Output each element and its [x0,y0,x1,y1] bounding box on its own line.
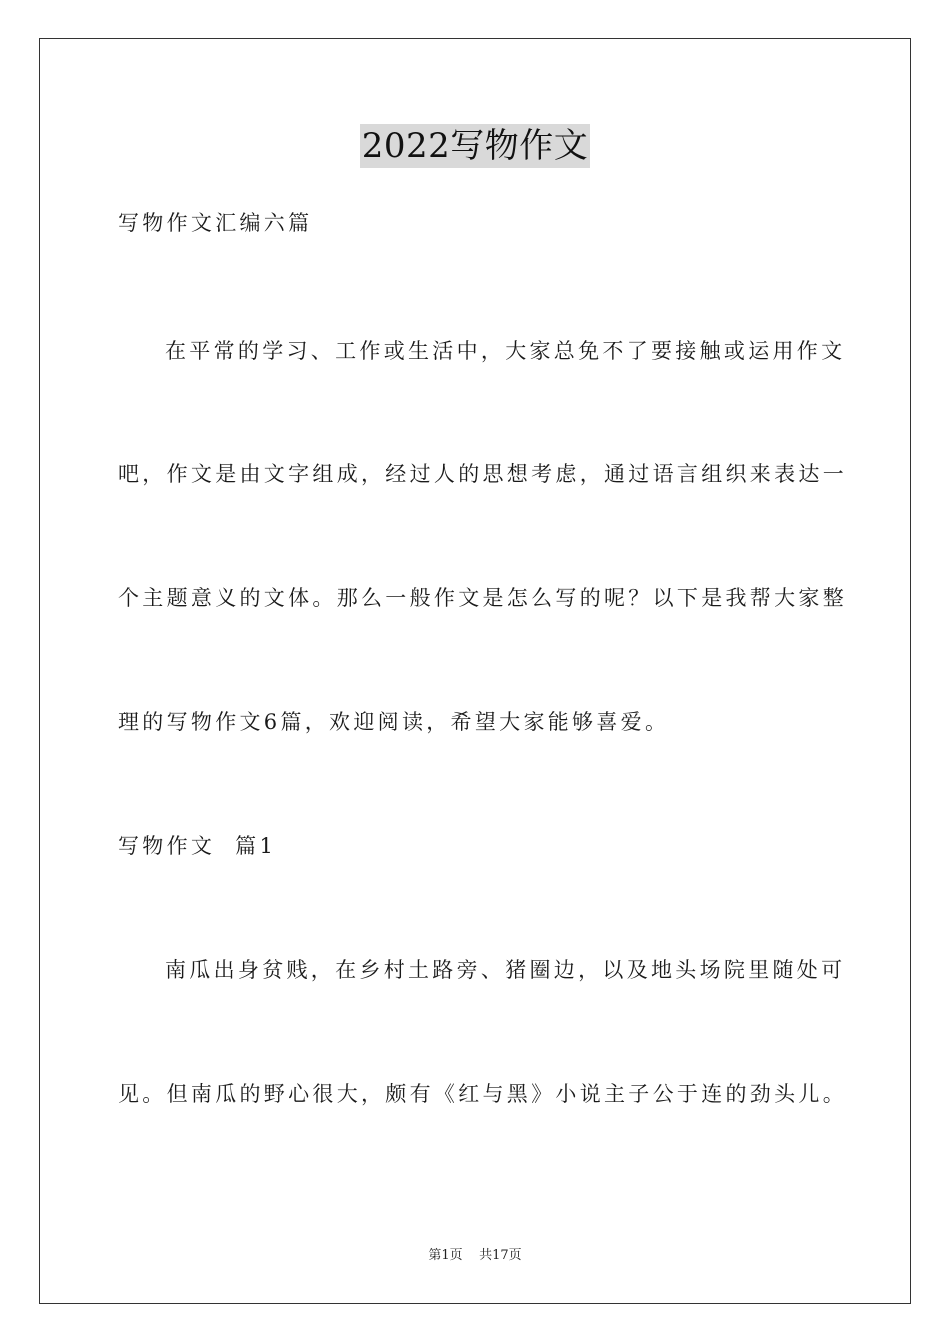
page-footer [0,1247,950,1265]
title-container [0,124,950,168]
paragraph-line: 吧，作文是由文字组成，经过人的思想考虑，通过语言组织来表达一 [118,462,847,486]
section-heading: 写物作文 篇1 [118,834,277,858]
paragraph-line: 理的写物作文6篇，欢迎阅读，希望大家能够喜爱。 [118,710,670,734]
paragraph-line: 在平常的学习、工作或生活中，大家总免不了要接触或运用作文 [165,339,846,363]
paragraph-line: 个主题意义的文体。那么一般作文是怎么写的呢？以下是我帮大家整 [118,586,847,610]
page-total: 共17页 [479,1248,522,1263]
page-number: 第1页 [428,1248,463,1263]
document-subtitle: 写物作文汇编六篇 [118,211,313,235]
document-title: 2022写物作文 [361,126,589,166]
paragraph-line: 见。但南瓜的野心很大，颇有《红与黑》小说主子公于连的劲头儿。 [118,1082,847,1106]
paragraph-line: 南瓜出身贫贱，在乡村土路旁、猪圈边，以及地头场院里随处可 [165,958,846,982]
